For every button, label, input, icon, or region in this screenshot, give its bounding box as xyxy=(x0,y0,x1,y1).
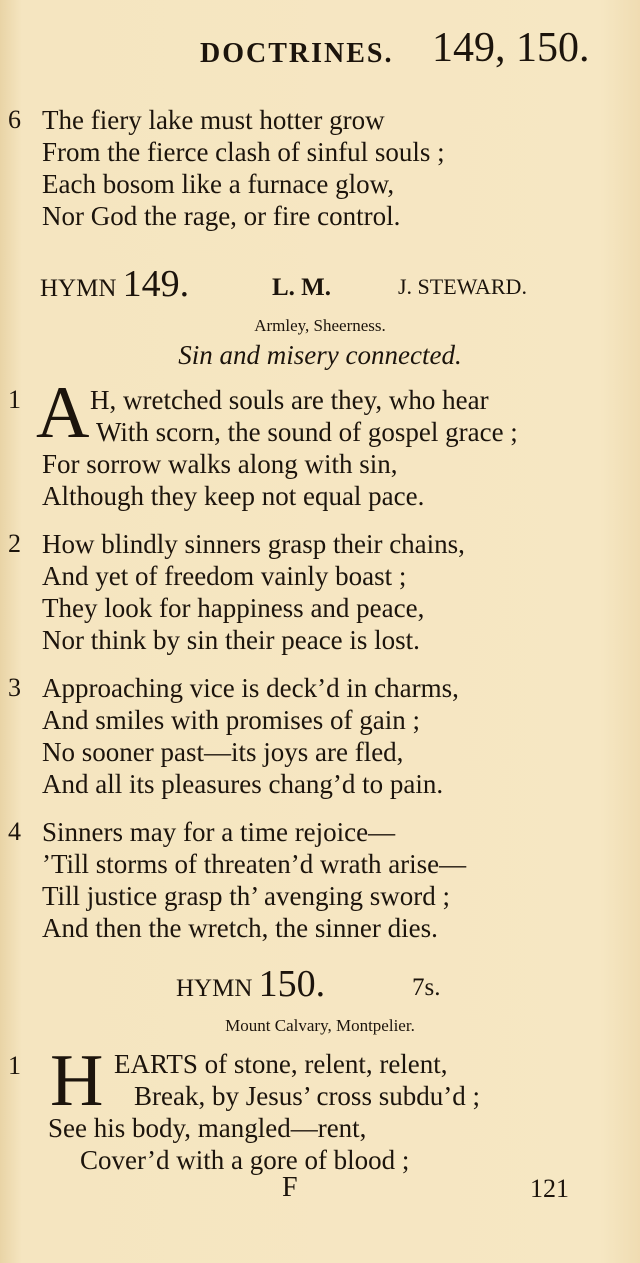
stanza-number: 4 xyxy=(8,817,21,846)
hymn-meter: 7s. xyxy=(412,974,441,1001)
verse-line: ’Till storms of threaten’d wrath arise— xyxy=(42,849,467,879)
verse-line: With scorn, the sound of gospel grace ; xyxy=(96,417,518,447)
hymn-number: 149. xyxy=(122,263,190,305)
hymn-150-heading xyxy=(176,962,325,1006)
hymn-meter: L. M. xyxy=(272,274,332,301)
verse-line: From the fierce clash of sinful souls ; xyxy=(42,137,445,167)
verse-line: They look for happiness and peace, xyxy=(42,593,425,623)
stanza-number: 1 xyxy=(8,1051,21,1080)
verse-line: Break, by Jesus’ cross subdu’d ; xyxy=(134,1081,480,1111)
header-title: DOCTRINES. xyxy=(200,38,394,69)
stanza-number: 2 xyxy=(8,529,21,558)
verse-line: The fiery lake must hotter grow xyxy=(42,105,385,135)
hymn-149-heading xyxy=(40,262,189,306)
verse-line: Each bosom like a furnace glow, xyxy=(42,169,395,199)
hymn-number: 150. xyxy=(258,963,326,1005)
verse-line: Nor think by sin their peace is lost. xyxy=(42,625,420,655)
hymn-label: HYMN xyxy=(40,275,117,302)
verse-line: Nor God the rage, or fire control. xyxy=(42,201,401,231)
header-hymn-numbers: 149, 150. xyxy=(432,25,590,71)
verse-line: And smiles with promises of gain ; xyxy=(42,705,420,735)
hymn-subject: Sin and misery connected. xyxy=(178,340,462,370)
verse-line: H, wretched souls are they, who hear xyxy=(90,385,489,415)
verse-line: EARTS of stone, relent, relent, xyxy=(114,1049,448,1079)
verse-line: Till justice grasp th’ avenging sword ; xyxy=(42,881,450,911)
verse-line: Cover’d with a gore of blood ; xyxy=(80,1145,410,1175)
verse-line: And yet of freedom vainly boast ; xyxy=(42,561,407,591)
signature-mark: F xyxy=(282,1172,298,1203)
verse-line: How blindly sinners grasp their chains, xyxy=(42,529,465,559)
verse-line: No sooner past—its joys are fled, xyxy=(42,737,404,767)
drop-cap: A xyxy=(36,372,90,454)
running-header xyxy=(0,22,640,82)
verse-line: Approaching vice is deck’d in charms, xyxy=(42,673,459,703)
verse-line: For sorrow walks along with sin, xyxy=(42,449,398,479)
verse-line: And all its pleasures chang’d to pain. xyxy=(42,769,444,799)
stanza-number: 3 xyxy=(8,673,21,702)
tune-names: Mount Calvary, Montpelier. xyxy=(225,1016,415,1035)
verse-line: And then the wretch, the sinner dies. xyxy=(42,913,438,943)
tune-names: Armley, Sheerness. xyxy=(254,316,386,335)
verse-line: Although they keep not equal pace. xyxy=(42,481,425,511)
verse-line: Sinners may for a time rejoice— xyxy=(42,817,396,847)
verse-line: See his body, mangled—rent, xyxy=(48,1113,367,1143)
stanza-number: 1 xyxy=(8,385,21,414)
stanza-number: 6 xyxy=(8,105,21,134)
page-number: 121 xyxy=(530,1174,569,1203)
hymn-label: HYMN xyxy=(176,975,253,1002)
drop-cap: H xyxy=(50,1040,104,1122)
hymn-author: J. STEWARD. xyxy=(398,274,527,299)
